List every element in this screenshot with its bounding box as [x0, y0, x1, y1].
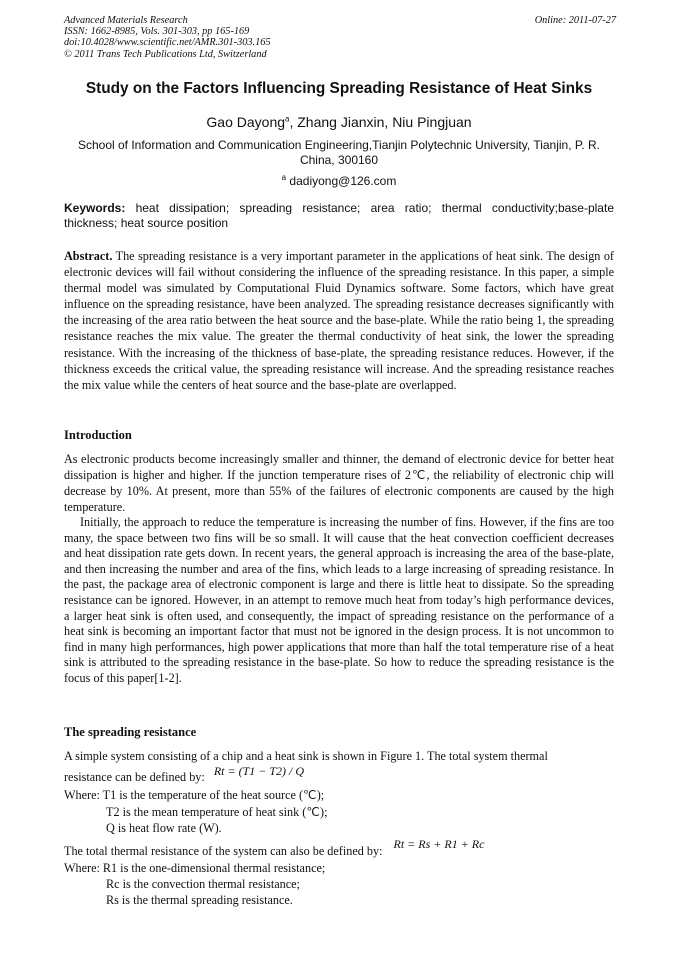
author-line: [40, 114, 638, 130]
equation-sum-resistance: Rt = Rs + R1 + Rc: [393, 837, 485, 851]
keywords-text: heat dissipation; spreading resistance; area ratio; thermal conductivity;base-plate thickness; heat source position: [64, 201, 614, 230]
definition-text-2: The total thermal resistance of the system can also be defined by:: [64, 844, 383, 858]
issn-line: ISSN: 1662-8985, Vols. 301-303, pp 165-169: [64, 26, 250, 38]
email-address[interactable]: dadiyong@126.com: [286, 174, 397, 188]
author-1-affil-mark: a: [285, 114, 290, 124]
affiliation: School of Information and Communication Engineering,Tianjin Polytechnic University, Tianjin, P. R. China, 300160: [77, 138, 601, 167]
abstract: [64, 248, 614, 393]
email-affil-mark: a: [281, 173, 287, 182]
where-rc: Rc is the convection thermal resistance;: [106, 877, 300, 891]
journal-header: [64, 15, 616, 60]
where-t1: Where: T1 is the temperature of the heat source (℃);: [64, 788, 325, 802]
intro-heading: Introduction: [64, 428, 132, 442]
keywords-label: Keywords:: [64, 201, 126, 215]
where-q: Q is heat flow rate (W).: [106, 821, 222, 835]
spreading-line-1: A simple system consisting of a chip and a heat sink is shown in Figure 1. The total system thermal: [64, 749, 548, 763]
doi-line: doi:10.4028/www.scientific.net/AMR.301-303.165: [64, 37, 271, 49]
online-date: Online: 2011-07-27: [534, 15, 616, 26]
intro-body: [64, 451, 614, 687]
where-rs: Rs is the thermal spreading resistance.: [106, 893, 293, 907]
spreading-heading: The spreading resistance: [64, 725, 197, 739]
journal-name: Advanced Materials Research: [64, 15, 188, 26]
equation-total-resistance: Rt = (T1 − T2) / Q: [213, 764, 305, 778]
spreading-line-2: [64, 764, 305, 785]
copyright-line: © 2011 Trans Tech Publications Ltd, Switzerland: [64, 48, 267, 60]
paper-title: Study on the Factors Influencing Spreading Resistance of Heat Sinks: [85, 80, 593, 97]
intro-paragraph-2: Initially, the approach to reduce the temperature is increasing the number of fins. However, if the fins are too many, the space between two fins will be so small. It will cause that the heat convection coefficient decreases and heat dissipation rate gets down. In recent years, the general approach is increasing the area of the base-plate, and then increasing the number and area of the fins, which leads to a large increasing of spreading resistance. In the past, the package area of electronic component is large and there is little heat to dissipate. So the spreading resistance can be ignored. However, in an attempt to remove much heat from today’s high performance devices, a larger heat sink is often used, and consequently, the impact of spreading resistance on the performance of a heat sink is becoming an important factor that must not be ignored in the design process. It is not uncommon to find in many high performances, high power applications that more than half the total temperature rise of a heat sink is attributed to the spreading resistance in the base-plate. So how to reduce the spreading resistance is the focus of this paper[1-2].: [64, 515, 614, 685]
author-1: Gao Dayong: [206, 114, 286, 130]
definition-text-1: resistance can be defined by:: [64, 770, 205, 784]
keywords: [64, 201, 614, 231]
email-line: [40, 173, 638, 188]
other-authors: , Zhang Jianxin, Niu Pingjuan: [289, 114, 472, 130]
abstract-label: Abstract.: [64, 249, 113, 263]
abstract-text: The spreading resistance is a very important parameter in the applications of heat sink. The design of electronic devices will fail without considering the influence of the spreading resistance. In this paper, a simple thermal model was simulated by Computational Fluid Dynamics software. Some factors, which have great influence on the spreading resistance, have been analyzed. The spreading resistance decreases significantly with the increasing of the area ratio between the heat source and the base-plate. While the ratio being 1, the spreading resistance reaches the mix value. The greater the thermal conductivity of heat sink, the lower the spreading resistance. With the increasing of the thickness of base-plate, the spreading resistance reduces. However, if the thickness exceeds the critical value, the spreading resistance will increase. And the spreading resistance reaches the mix value while the centers of heat source and the base-plate are overlapped.: [64, 249, 614, 392]
spreading-line-3: [64, 837, 485, 859]
where-t2: T2 is the mean temperature of heat sink (℃);: [106, 805, 328, 819]
where-r1: Where: R1 is the one-dimensional thermal resistance;: [64, 861, 326, 875]
intro-paragraph-1: As electronic products become increasingly smaller and thinner, the demand of electronic device for better heat dissipation is higher and higher. If the junction temperature rises of 2℃, the reliability of electronic chip will decrease by 10%. At present, more than 55% of the failures of electronic components are caused by the high temperature.: [64, 452, 614, 514]
